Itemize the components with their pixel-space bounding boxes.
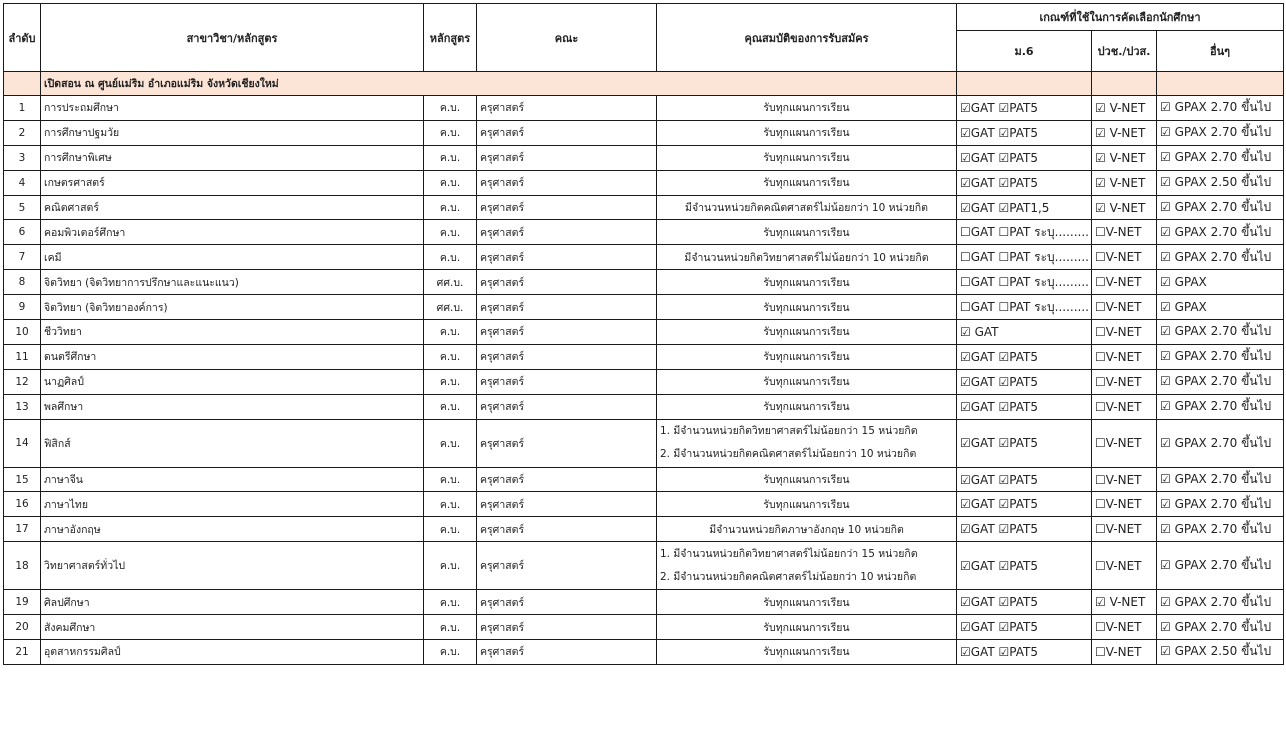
cell-faculty: ครุศาสตร์ [477,590,657,615]
table-row [4,394,1284,419]
cell-vocational: ☐V-NET [1092,295,1157,320]
cell-qualification [657,394,957,419]
cell-qualification [657,615,957,640]
cell-qualification [657,492,957,517]
cell-no: 12 [4,369,41,394]
cell-degree: ค.บ. [424,640,477,665]
cell-major: ศิลปศึกษา [41,590,424,615]
cell-other: ☑ GPAX 2.70 ขึ้นไป [1157,542,1284,590]
section-title: เปิดสอน ณ ศูนย์แม่ริม อำเภอแม่ริม จังหวัดเชียงใหม่ [41,72,957,96]
cell-major: จิตวิทยา (จิตวิทยาองค์การ) [41,295,424,320]
cell-vocational: ☐V-NET [1092,220,1157,245]
cell-m6: ☐GAT ☐PAT ระบุ......... [957,295,1092,320]
qualification-line: รับทุกแผนการเรียน [763,646,850,659]
cell-faculty: ครุศาสตร์ [477,517,657,542]
cell-major: วิทยาศาสตร์ทั่วไป [41,542,424,590]
header-degree: หลักสูตร [424,4,477,72]
cell-qualification [657,467,957,492]
cell-faculty: ครุศาสตร์ [477,320,657,345]
header-faculty: คณะ [477,4,657,72]
cell-faculty: ครุศาสตร์ [477,295,657,320]
cell-no: 10 [4,320,41,345]
cell-faculty: ครุศาสตร์ [477,120,657,145]
cell-faculty: ครุศาสตร์ [477,467,657,492]
cell-m6: ☑GAT ☑PAT1,5 [957,195,1092,220]
qualification-line: รับทุกแผนการเรียน [763,351,850,364]
cell-vocational: ☐V-NET [1092,270,1157,295]
cell-vocational: ☐V-NET [1092,492,1157,517]
cell-faculty: ครุศาสตร์ [477,145,657,170]
cell-faculty: ครุศาสตร์ [477,245,657,270]
cell-other: ☑ GPAX 2.70 ขึ้นไป [1157,492,1284,517]
qualification-line: มีจำนวนหน่วยกิตวิทยาศาสตร์ไม่น้อยกว่า 10 หน่วยกิต [684,251,929,264]
cell-degree: ค.บ. [424,170,477,195]
qualification-line: รับทุกแผนการเรียน [763,127,850,140]
qualification-line: รับทุกแผนการเรียน [763,498,850,511]
cell-qualification [657,640,957,665]
cell-major: พลศึกษา [41,394,424,419]
cell-vocational: ☐V-NET [1092,615,1157,640]
cell-degree: ค.บ. [424,320,477,345]
cell-degree: ค.บ. [424,615,477,640]
cell-faculty: ครุศาสตร์ [477,270,657,295]
table-row [4,220,1284,245]
cell-other: ☑ GPAX 2.70 ขึ้นไป [1157,120,1284,145]
table-row [4,590,1284,615]
qualification-line: 1. มีจำนวนหน่วยกิตวิทยาศาสตร์ไม่น้อยกว่า 15 หน่วยกิต [660,425,918,438]
cell-no: 4 [4,170,41,195]
cell-faculty: ครุศาสตร์ [477,615,657,640]
cell-degree: ค.บ. [424,590,477,615]
cell-m6: ☑GAT ☑PAT5 [957,640,1092,665]
cell-other: ☑ GPAX 2.70 ขึ้นไป [1157,467,1284,492]
cell-qualification [657,220,957,245]
cell-no: 1 [4,96,41,121]
cell-major: ฟิสิกส์ [41,419,424,467]
cell-major: เกษตรศาสตร์ [41,170,424,195]
cell-degree: ค.บ. [424,120,477,145]
cell-degree: ค.บ. [424,195,477,220]
cell-degree: ค.บ. [424,369,477,394]
cell-m6: ☑GAT ☑PAT5 [957,120,1092,145]
cell-no: 21 [4,640,41,665]
cell-vocational: ☐V-NET [1092,517,1157,542]
cell-vocational: ☐V-NET [1092,320,1157,345]
cell-no: 7 [4,245,41,270]
cell-degree: ค.บ. [424,419,477,467]
qualification-line: รับทุกแผนการเรียน [763,376,850,389]
cell-m6: ☑GAT ☑PAT5 [957,145,1092,170]
cell-m6: ☑ GAT [957,320,1092,345]
header-row-1 [4,4,1284,31]
cell-qualification [657,590,957,615]
cell-vocational: ☑ V-NET [1092,170,1157,195]
cell-qualification [657,542,957,590]
table-row [4,369,1284,394]
table-row [4,195,1284,220]
cell-qualification [657,120,957,145]
cell-degree: ศศ.บ. [424,295,477,320]
cell-qualification [657,419,957,467]
cell-m6: ☑GAT ☑PAT5 [957,542,1092,590]
cell-other: ☑ GPAX 2.70 ขึ้นไป [1157,517,1284,542]
header-other: อื่นๆ [1157,31,1284,72]
cell-no: 14 [4,419,41,467]
cell-degree: ค.บ. [424,96,477,121]
cell-vocational: ☐V-NET [1092,640,1157,665]
cell-other: ☑ GPAX 2.70 ขึ้นไป [1157,220,1284,245]
cell-other: ☑ GPAX 2.50 ขึ้นไป [1157,640,1284,665]
section-cell-no [4,72,41,96]
cell-other: ☑ GPAX 2.70 ขึ้นไป [1157,419,1284,467]
cell-degree: ค.บ. [424,517,477,542]
table-row [4,640,1284,665]
table-row [4,467,1284,492]
cell-no: 13 [4,394,41,419]
cell-vocational: ☐V-NET [1092,467,1157,492]
cell-degree: ค.บ. [424,394,477,419]
cell-other: ☑ GPAX [1157,270,1284,295]
cell-vocational: ☑ V-NET [1092,195,1157,220]
header-no: ลำดับ [4,4,41,72]
cell-vocational: ☑ V-NET [1092,120,1157,145]
cell-no: 20 [4,615,41,640]
cell-qualification [657,96,957,121]
table-row [4,96,1284,121]
cell-other: ☑ GPAX 2.70 ขึ้นไป [1157,96,1284,121]
cell-no: 9 [4,295,41,320]
cell-major: เคมี [41,245,424,270]
cell-qualification [657,145,957,170]
cell-m6: ☑GAT ☑PAT5 [957,344,1092,369]
cell-other: ☑ GPAX 2.70 ขึ้นไป [1157,145,1284,170]
cell-m6: ☑GAT ☑PAT5 [957,419,1092,467]
cell-faculty: ครุศาสตร์ [477,394,657,419]
cell-qualification [657,369,957,394]
table-row [4,145,1284,170]
cell-major: คอมพิวเตอร์ศึกษา [41,220,424,245]
cell-m6: ☑GAT ☑PAT5 [957,394,1092,419]
cell-faculty: ครุศาสตร์ [477,419,657,467]
cell-no: 5 [4,195,41,220]
qualification-line: รับทุกแผนการเรียน [763,621,850,634]
cell-qualification [657,195,957,220]
cell-vocational: ☑ V-NET [1092,145,1157,170]
cell-other: ☑ GPAX 2.50 ขึ้นไป [1157,170,1284,195]
qualification-line: มีจำนวนหน่วยกิตคณิตศาสตร์ไม่น้อยกว่า 10 หน่วยกิต [685,202,928,214]
cell-vocational: ☐V-NET [1092,344,1157,369]
cell-other: ☑ GPAX [1157,295,1284,320]
cell-faculty: ครุศาสตร์ [477,344,657,369]
table-row [4,517,1284,542]
qualification-line: รับทุกแผนการเรียน [763,226,850,239]
cell-m6: ☑GAT ☑PAT5 [957,369,1092,394]
cell-degree: ค.บ. [424,542,477,590]
cell-no: 19 [4,590,41,615]
cell-m6: ☐GAT ☐PAT ระบุ......... [957,245,1092,270]
cell-m6: ☑GAT ☑PAT5 [957,517,1092,542]
cell-no: 2 [4,120,41,145]
cell-major: อุตสาหกรรมศิลป์ [41,640,424,665]
cell-no: 8 [4,270,41,295]
cell-major: จิตวิทยา (จิตวิทยาการปรึกษาและแนะแนว) [41,270,424,295]
qualification-line: รับทุกแผนการเรียน [763,474,850,487]
table-row [4,270,1284,295]
table-row [4,344,1284,369]
qualification-line: รับทุกแผนการเรียน [763,276,850,289]
cell-faculty: ครุศาสตร์ [477,170,657,195]
cell-no: 11 [4,344,41,369]
cell-other: ☑ GPAX 2.70 ขึ้นไป [1157,615,1284,640]
cell-degree: ค.บ. [424,344,477,369]
cell-faculty: ครุศาสตร์ [477,96,657,121]
cell-faculty: ครุศาสตร์ [477,195,657,220]
qualification-line: รับทุกแผนการเรียน [763,301,850,314]
cell-major: คณิตศาสตร์ [41,195,424,220]
cell-degree: ค.บ. [424,220,477,245]
cell-qualification [657,245,957,270]
cell-faculty: ครุศาสตร์ [477,640,657,665]
table-row [4,615,1284,640]
cell-no: 18 [4,542,41,590]
cell-degree: ศศ.บ. [424,270,477,295]
table-row [4,120,1284,145]
cell-qualification [657,170,957,195]
cell-no: 3 [4,145,41,170]
cell-vocational: ☐V-NET [1092,394,1157,419]
cell-degree: ค.บ. [424,145,477,170]
cell-qualification [657,270,957,295]
cell-qualification [657,517,957,542]
cell-m6: ☑GAT ☑PAT5 [957,492,1092,517]
cell-vocational: ☐V-NET [1092,245,1157,270]
table-row [4,170,1284,195]
cell-other: ☑ GPAX 2.70 ขึ้นไป [1157,590,1284,615]
header-criteria-group: เกณฑ์ที่ใช้ในการคัดเลือกนักศึกษา [957,4,1284,31]
cell-vocational: ☐V-NET [1092,369,1157,394]
qualification-line: 2. มีจำนวนหน่วยกิตคณิตศาสตร์ไม่น้อยกว่า 10 หน่วยกิต [660,448,917,461]
cell-faculty: ครุศาสตร์ [477,220,657,245]
cell-other: ☑ GPAX 2.70 ขึ้นไป [1157,195,1284,220]
cell-vocational: ☑ V-NET [1092,96,1157,121]
qualification-line: รับทุกแผนการเรียน [763,401,850,414]
cell-faculty: ครุศาสตร์ [477,492,657,517]
cell-other: ☑ GPAX 2.70 ขึ้นไป [1157,344,1284,369]
qualification-line: มีจำนวนหน่วยกิตภาษาอังกฤษ 10 หน่วยกิต [709,523,904,536]
qualification-line: รับทุกแผนการเรียน [763,596,850,609]
cell-major: ดนตรีศึกษา [41,344,424,369]
table-row [4,492,1284,517]
cell-faculty: ครุศาสตร์ [477,369,657,394]
section-row [4,72,1284,96]
qualification-line: 2. มีจำนวนหน่วยกิตคณิตศาสตร์ไม่น้อยกว่า 10 หน่วยกิต [660,570,917,583]
cell-major: ชีววิทยา [41,320,424,345]
cell-no: 15 [4,467,41,492]
cell-no: 16 [4,492,41,517]
cell-major: นาฏศิลป์ [41,369,424,394]
qualification-line: รับทุกแผนการเรียน [763,102,850,115]
qualification-line: รับทุกแผนการเรียน [763,326,850,339]
table-row [4,320,1284,345]
cell-qualification [657,320,957,345]
cell-other: ☑ GPAX 2.70 ขึ้นไป [1157,245,1284,270]
section-cell-other [1157,72,1284,96]
cell-major: ภาษาอังกฤษ [41,517,424,542]
cell-other: ☑ GPAX 2.70 ขึ้นไป [1157,369,1284,394]
header-major: สาขาวิชา/หลักสูตร [41,4,424,72]
cell-qualification [657,344,957,369]
table-row [4,419,1284,467]
cell-qualification [657,295,957,320]
cell-m6: ☑GAT ☑PAT5 [957,467,1092,492]
cell-no: 17 [4,517,41,542]
cell-major: ภาษาไทย [41,492,424,517]
cell-m6: ☐GAT ☐PAT ระบุ......... [957,270,1092,295]
cell-vocational: ☐V-NET [1092,542,1157,590]
cell-m6: ☑GAT ☑PAT5 [957,590,1092,615]
table-row [4,542,1284,590]
cell-other: ☑ GPAX 2.70 ขึ้นไป [1157,320,1284,345]
cell-m6: ☑GAT ☑PAT5 [957,96,1092,121]
section-cell-voc [1092,72,1157,96]
cell-major: การประถมศึกษา [41,96,424,121]
qualification-line: รับทุกแผนการเรียน [763,152,850,165]
cell-degree: ค.บ. [424,245,477,270]
cell-m6: ☐GAT ☐PAT ระบุ......... [957,220,1092,245]
header-qualification: คุณสมบัติของการรับสมัคร [657,4,957,72]
cell-other: ☑ GPAX 2.70 ขึ้นไป [1157,394,1284,419]
cell-major: สังคมศึกษา [41,615,424,640]
cell-no: 6 [4,220,41,245]
cell-faculty: ครุศาสตร์ [477,542,657,590]
qualification-line: รับทุกแผนการเรียน [763,177,850,190]
cell-m6: ☑GAT ☑PAT5 [957,170,1092,195]
cell-vocational: ☑ V-NET [1092,590,1157,615]
cell-major: ภาษาจีน [41,467,424,492]
cell-major: การศึกษาปฐมวัย [41,120,424,145]
header-m6: ม.6 [957,31,1092,72]
cell-m6: ☑GAT ☑PAT5 [957,615,1092,640]
table-row [4,295,1284,320]
header-vocational: ปวช./ปวส. [1092,31,1157,72]
cell-vocational: ☐V-NET [1092,419,1157,467]
cell-major: การศึกษาพิเศษ [41,145,424,170]
table-row [4,245,1284,270]
admission-table [3,3,1284,665]
cell-degree: ค.บ. [424,467,477,492]
cell-degree: ค.บ. [424,492,477,517]
qualification-line: 1. มีจำนวนหน่วยกิตวิทยาศาสตร์ไม่น้อยกว่า 15 หน่วยกิต [660,547,918,560]
section-cell-m6 [957,72,1092,96]
